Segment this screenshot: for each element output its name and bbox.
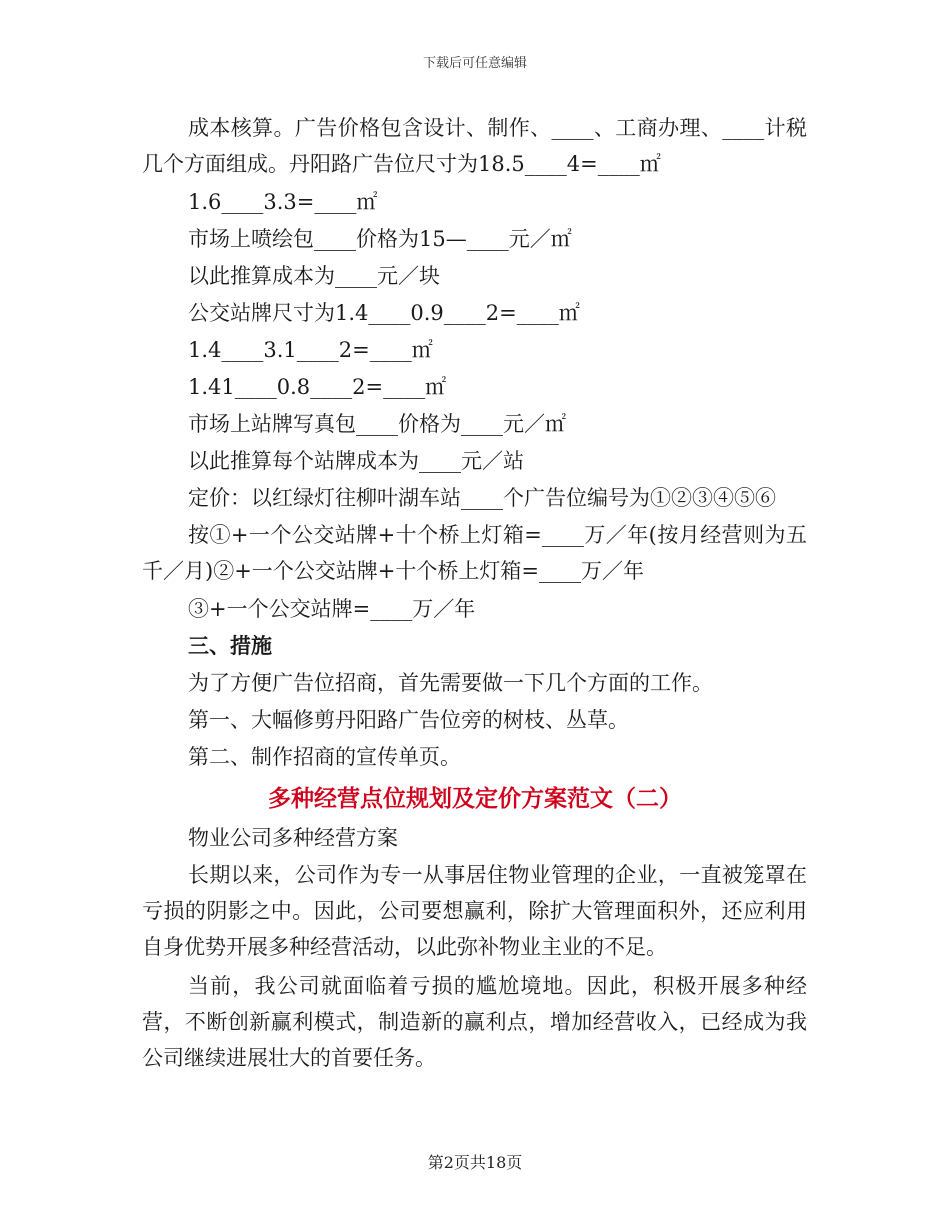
text-line: 以此推算每个站牌成本为____元／站 [188,449,524,473]
section-title: 多种经营点位规划及定价方案范文（二） [268,785,682,812]
text-line: 1.4____3.1____2=____㎡ [188,338,433,362]
text-line: 以此推算成本为____元／块 [188,264,440,288]
pricing-paragraph: 按①+一个公交站牌+十个桥上灯箱=____万／年(按月经营则为五千／月)②+一个公交站牌+十个桥上灯箱=____万／年 [142,523,807,583]
text-line: ③+一个公交站牌=____万／年 [188,597,476,621]
text-line: 第二、制作招商的宣传单页。 [188,745,461,769]
section-heading: 三、措施 [188,633,272,658]
cost-accounting-paragraph: 成本核算。广告价格包含设计、制作、____、工商办理、____计税几个方面组成。丹阳路广告位尺寸为18.5____4=____㎡ [142,116,807,176]
text-line: 1.41____0.8____2=____㎡ [188,375,447,399]
page-footer: 第2页共18页 [427,1153,523,1172]
text-line: 第一、大幅修剪丹阳路广告位旁的树枝、丛草。 [188,708,629,732]
text-line: 定价：以红绿灯往柳叶湖车站____个广告位编号为①②③④⑤⑥ [188,486,776,510]
text-line: 市场上站牌写真包____价格为____元／㎡ [188,412,566,436]
paragraph: 当前，我公司就面临着亏损的尴尬境地。因此，积极开展多种经营，不断创新赢利模式，制造新的赢利点，增加经营收入，已经成为我公司继续进展壮大的首要任务。 [142,974,807,1070]
paragraph: 长期以来，公司作为专一从事居住物业管理的企业，一直被笼罩在亏损的阴影之中。因此，公司要想赢利，除扩大管理面积外，还应利用自身优势开展多种经营活动，以此弥补物业主业的不足。 [142,863,807,959]
text-line: 1.6____3.3=____㎡ [188,190,378,214]
text-line: 为了方便广告位招商，首先需要做一下几个方面的工作。 [188,671,713,695]
page-header: 下载后可任意编辑 [422,56,527,71]
text-line: 市场上喷绘包____价格为15—____元／㎡ [188,227,572,251]
text-line: 物业公司多种经营方案 [188,826,398,850]
text-line: 公交站牌尺寸为1.4____0.9____2=____㎡ [188,301,580,325]
